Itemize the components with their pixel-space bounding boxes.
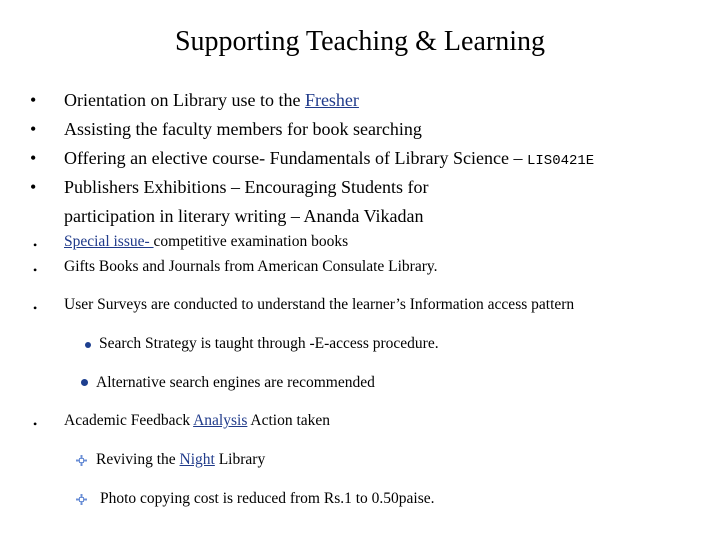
bullet: • [33,238,38,252]
sub-list-item: Search Strategy is taught through -E-access procedure. [99,335,439,352]
list-item: Publishers Exhibitions – Encouraging Students for [64,177,429,197]
bullet: • [33,301,38,315]
link-night[interactable]: Night [179,451,215,468]
sub-list-item: Alternative search engines are recommended [96,374,375,391]
list-item: Assisting the faculty members for book searching [64,119,422,139]
sub-bullet-icon [81,379,88,386]
bullet: • [30,119,37,139]
link-analysis[interactable]: Analysis [193,412,248,429]
bullet: • [30,177,37,197]
list-item-continuation: participation in literary writing – Ananda Vikadan [64,206,424,226]
list-item: User Surveys are conducted to understand the learner’s Information access pattern [64,296,575,313]
list-item: Gifts Books and Journals from American Consulate Library. [64,258,438,275]
sub-bullet-icon [85,342,91,348]
list-item: Offering an elective course- Fundamentals of Library Science – LIS0421E [64,148,595,169]
sub-list-item: Photo copying cost is reduced from Rs.1 to 0.50paise. [100,490,435,507]
list-item: Special issue- competitive examination books [64,233,349,250]
course-code: LIS0421E [527,153,595,169]
bullet: • [30,90,37,110]
slide-title: Supporting Teaching & Learning [174,26,545,57]
link-special-issue[interactable]: Special issue- [64,233,154,250]
sub-list-item: Reviving the Night Library [96,451,266,468]
bullet: • [30,148,37,168]
cross-bullet-icon [76,494,87,505]
cross-bullet-icon [76,455,87,466]
bullet: • [33,417,38,431]
list-item: Orientation on Library use to the Fresher [64,90,359,110]
bullet: • [33,263,38,277]
link-fresher[interactable]: Fresher [304,90,359,110]
list-item: Academic Feedback Analysis Action taken [64,412,331,429]
